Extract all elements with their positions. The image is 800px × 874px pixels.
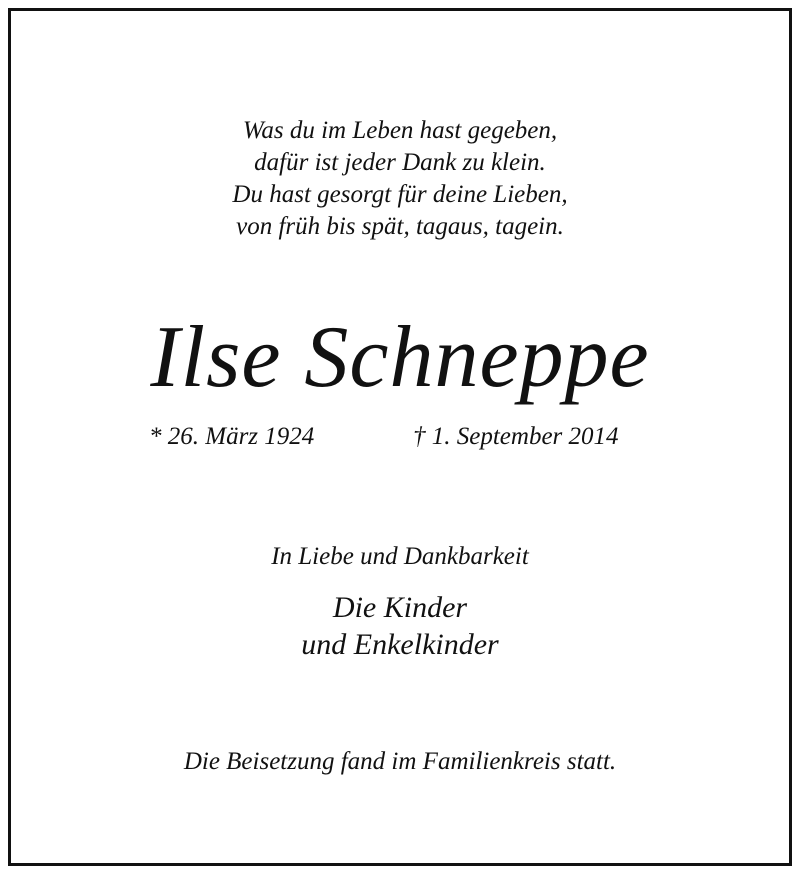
funeral-notice: Die Beisetzung fand im Familienkreis statt. bbox=[183, 748, 617, 775]
birth-date: * 26. März 1924 bbox=[149, 423, 315, 450]
obituary-frame bbox=[8, 8, 792, 866]
death-date: † 1. September 2014 bbox=[413, 423, 619, 450]
deceased-name: Ilse Schneppe bbox=[150, 309, 650, 406]
mourners-line: Die Kinder bbox=[332, 591, 468, 624]
poem-line: dafür ist jeder Dank zu klein. bbox=[254, 149, 546, 176]
poem-line: von früh bis spät, tagaus, tagein. bbox=[236, 213, 564, 240]
poem bbox=[11, 115, 789, 243]
dedication: In Liebe und Dankbarkeit bbox=[271, 543, 529, 570]
poem-line: Du hast gesorgt für deine Lieben, bbox=[232, 181, 568, 208]
mourners bbox=[11, 589, 789, 663]
poem-line: Was du im Leben hast gegeben, bbox=[242, 117, 558, 144]
mourners-line: und Enkelkinder bbox=[301, 628, 499, 661]
